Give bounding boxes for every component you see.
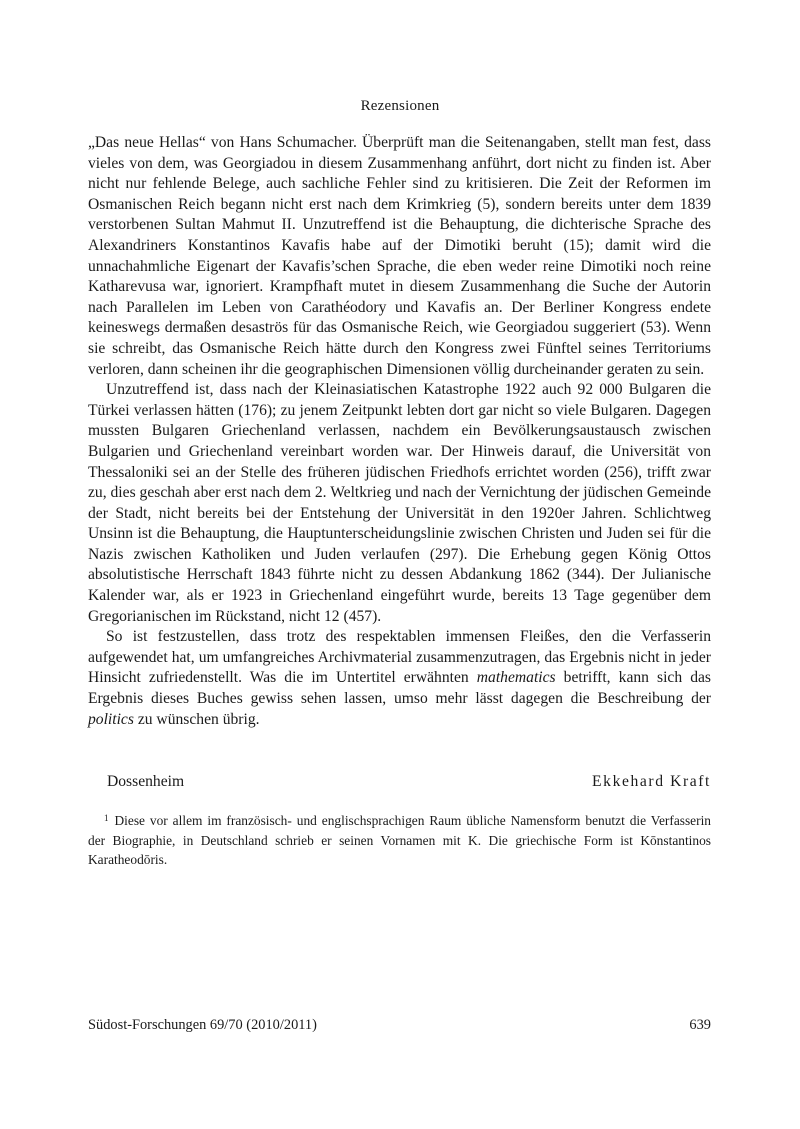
footnote-mark: 1 bbox=[104, 813, 109, 823]
footer-journal: Südost-Forschungen 69/70 (2010/2011) bbox=[88, 1017, 317, 1033]
paragraph-1 bbox=[88, 133, 711, 380]
paragraph-3-text-b: betrifft, kann sich das Ergebnis dieses Buches gewiss sehen lassen, umso mehr lässt dagegen die Beschreibung der bbox=[88, 669, 711, 708]
paragraph-1-text: „Das neue Hellas“ von Hans Schumacher. Überprüft man die Seitenangaben, stellt man fest, dass vieles von dem, was Georgiadou in diesem Zusammenhang anführt, dort nicht zu finden ist. Aber nicht nur fehlende Belege, auch sachliche Fehler sind zu kritisieren. Die Zeit der Reformen im Osmanischen Reich begann nicht erst nach dem Krimkrieg (5), sondern bereits unter dem 1839 verstorbenen Sultan Mahmut II. Unzutreffend ist die Behauptung, die dichterische Sprache des Alexandriners Konstantinos Kavafis habe auf der Dimotiki beruht (15); damit wird die unnachahmliche Eigenart der Kavafis’schen Sprache, die eben weder reine Dimotiki noch reine Katharevusa war, ignoriert. Krampfhaft mutet in diesem Zusammenhang die Suche der Autorin nach Parallelen im Leben von Carathéodory und Kavafis an. Der Berliner Kongress endete keineswegs dermaßen desaströs für das Osmanische Reich, wie Georgiadou suggeriert (53). Wenn sie schreibt, das Osmanische Reich hätte durch den Kongress zwei Fünftel seines Territoriums verloren, dann scheinen ihr die geographischen Dimensionen völlig durcheinander geraten zu sein. bbox=[88, 134, 711, 378]
signature-place: Dossenheim bbox=[107, 773, 185, 790]
page-number: 639 bbox=[689, 1017, 711, 1033]
footnote bbox=[88, 809, 711, 870]
paragraph-3-text-c: zu wünschen übrig. bbox=[133, 710, 260, 728]
footnote-text: Diese vor allem im französisch- und englischsprachigen Raum übliche Namensform benutzt die Verfasserin der Biographie, in Deutschland schrieb er seinen Vornamen mit K. Die griechische Form ist Kōnstantinos Karatheodōris. bbox=[88, 813, 711, 868]
running-head: Rezensionen bbox=[360, 98, 440, 114]
italic-politics: politics bbox=[88, 710, 134, 728]
paragraph-2 bbox=[88, 380, 711, 627]
paragraph-3 bbox=[88, 627, 711, 730]
signature-line bbox=[107, 773, 711, 791]
paragraph-2-text: Unzutreffend ist, dass nach der Kleinasiatischen Katastrophe 1922 auch 92 000 Bulgaren die Türkei verlassen hätten (176); zu jenem Zeitpunkt lebten dort gar nicht so viele Bulgaren. Dagegen mussten Bulgaren Griechenland verlassen, nachdem ein Bevölkerungsaustausch zwischen Bulgarien und Griechenland vereinbart worden war. Der Hinweis darauf, die Universität von Thessaloniki sei an der Stelle des früheren jüdischen Friedhofs errichtet worden (256), trifft zwar zu, dies geschah aber erst nach dem 2. Weltkrieg und nach der Vernichtung der jüdischen Gemeinde der Stadt, nicht bereits bei der Entstehung der Universität in den 1920er Jahren. Schlichtweg Unsinn ist die Behauptung, die Hauptunterscheidungslinie zwischen Christen und Juden sei für die Nazis zwischen Katholiken und Juden verlaufen (297). Die Erhebung gegen König Ottos absolutistische Herrschaft 1843 führte nicht zu dessen Abdankung 1862 (344). Der Julianische Kalender war, als er 1923 in Griechenland eingeführt wurde, bereits 13 Tage gegenüber dem Gregorianischen im Rückstand, nicht 12 (457). bbox=[88, 381, 712, 625]
paragraph-3-text-a: So ist festzustellen, dass trotz des respektablen immensen Fleißes, den die Verfasserin aufgewendet hat, um umfangreiches Archivmaterial zusammenzutragen, das Ergebnis nicht in jeder Hinsicht zufriedenstellt. Was die im Untertitel erwähnten bbox=[88, 628, 711, 687]
body-text bbox=[88, 133, 711, 730]
italic-mathematics: mathematics bbox=[476, 669, 556, 687]
signature-author: Ekkehard Kraft bbox=[592, 773, 711, 790]
page-footer bbox=[88, 1017, 711, 1034]
